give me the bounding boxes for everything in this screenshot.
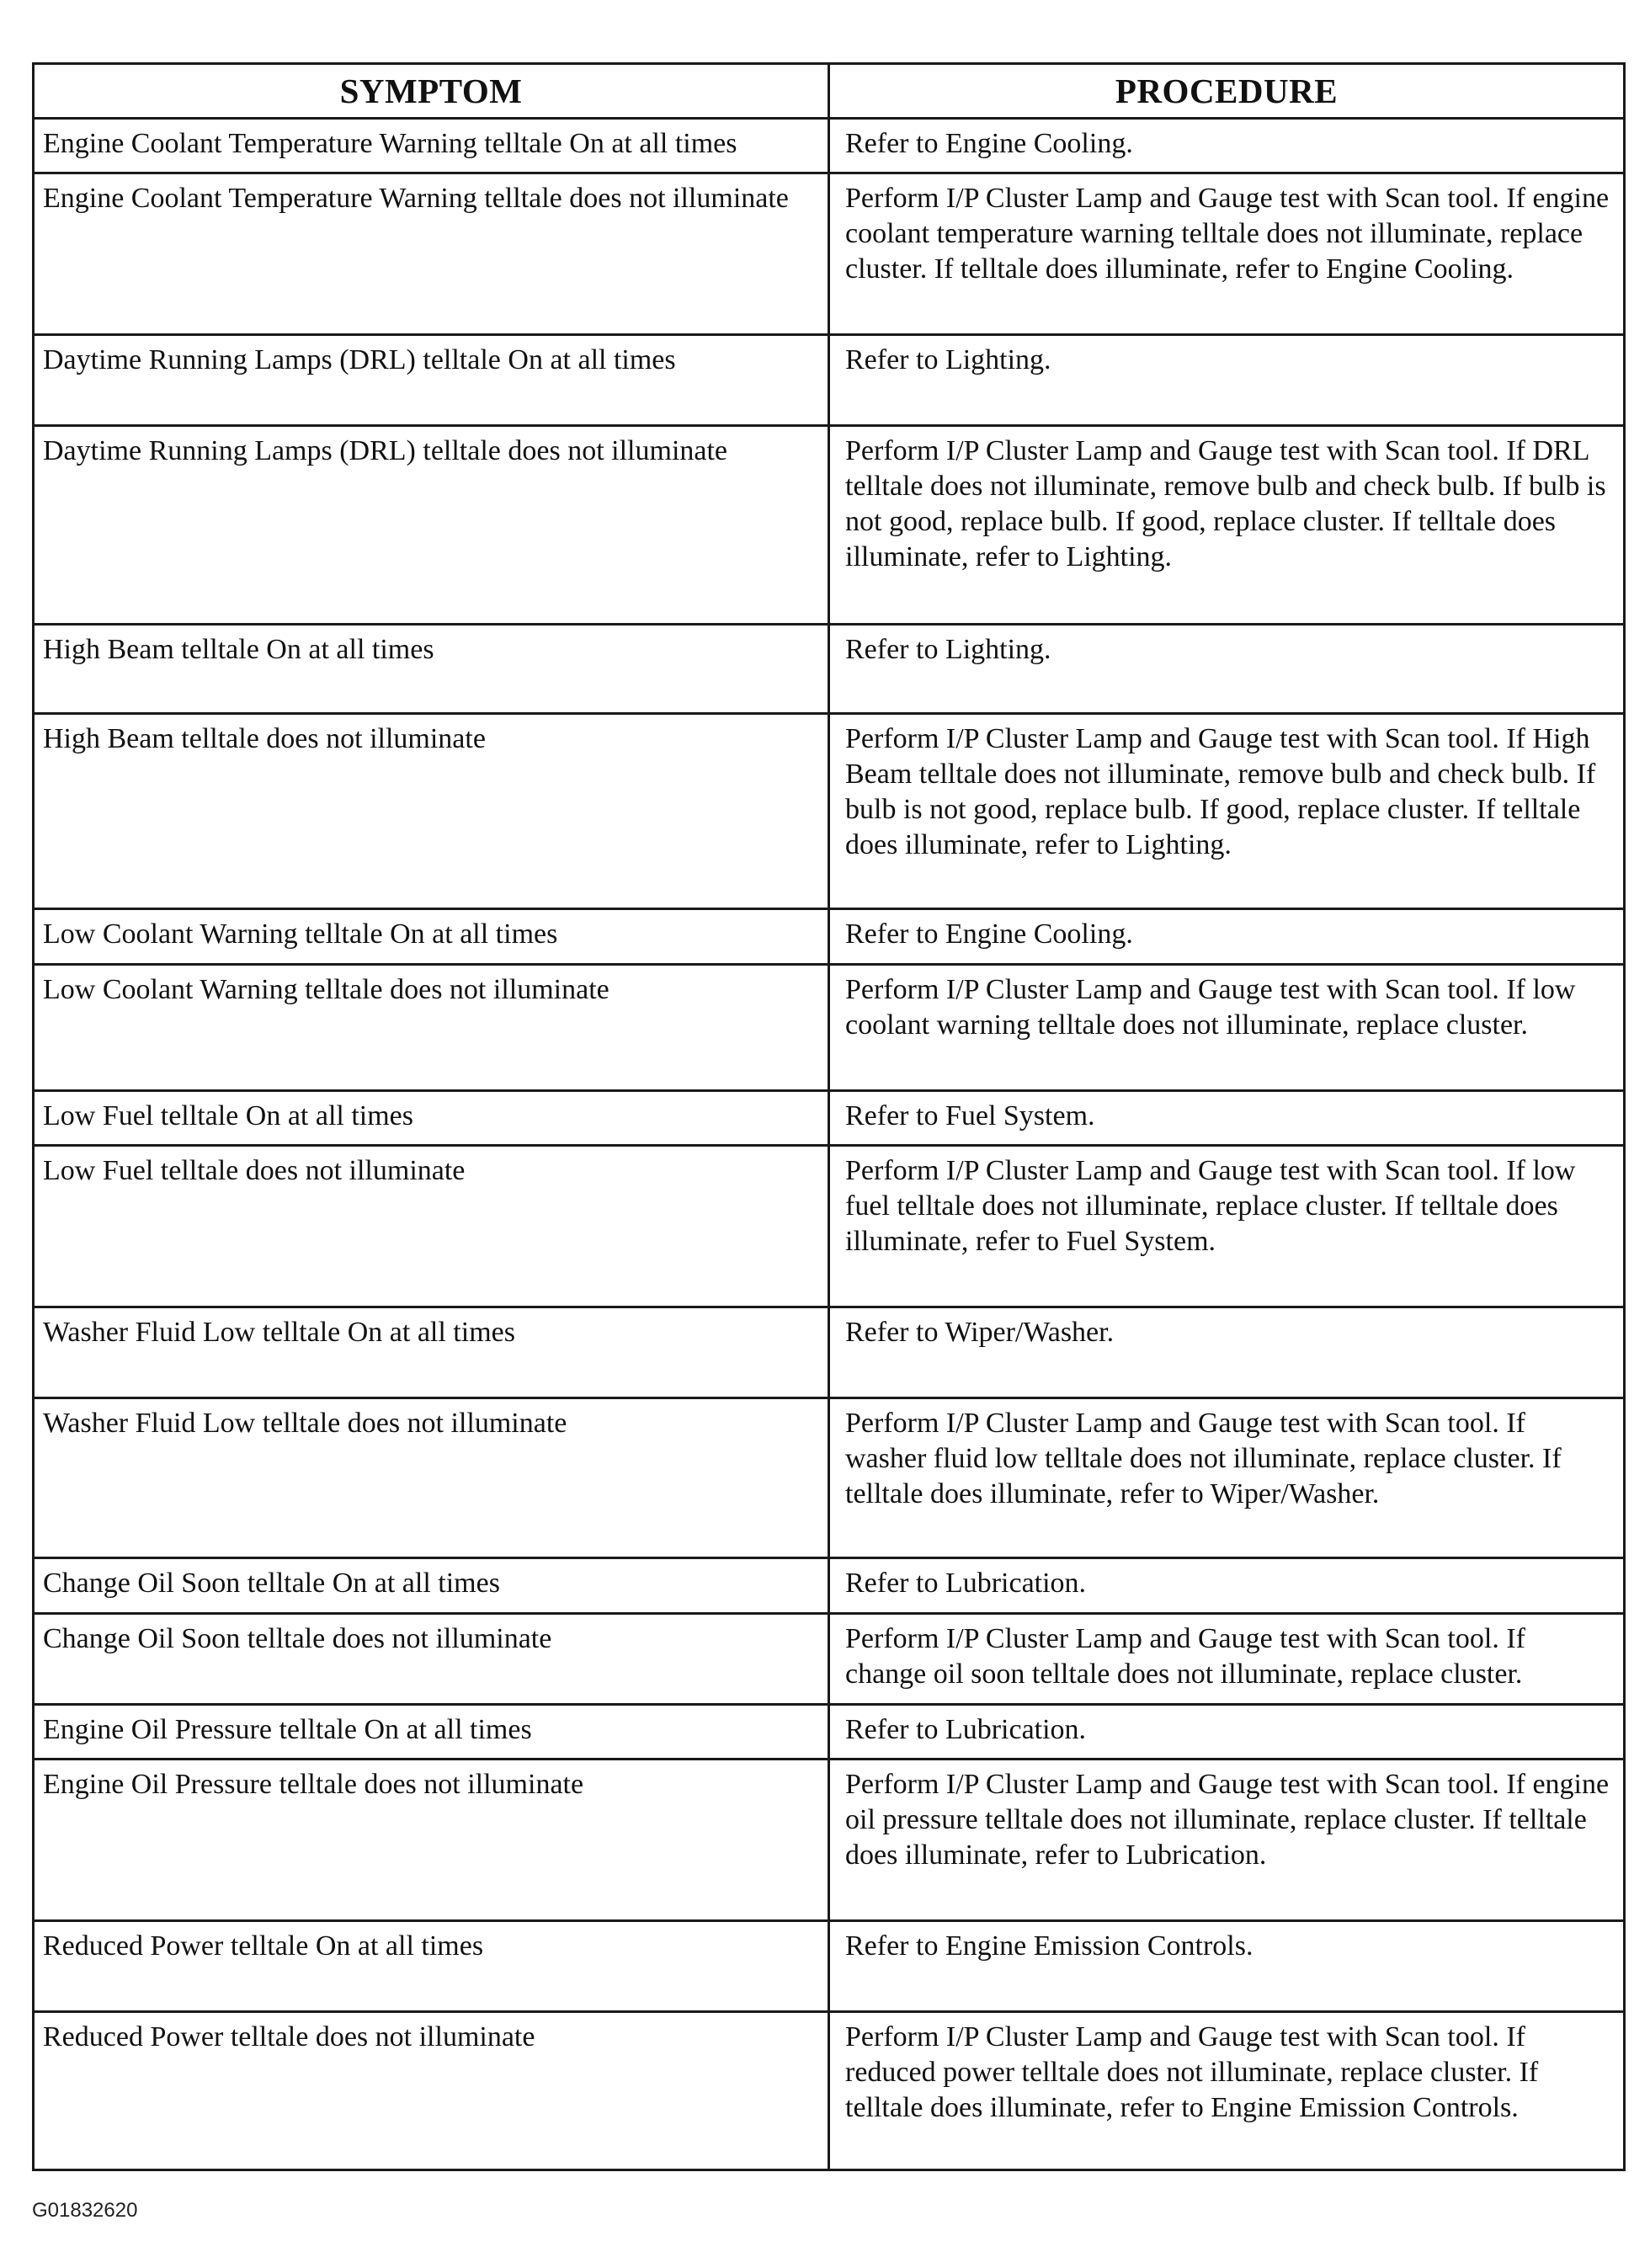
symptom-cell: Washer Fluid Low telltale On at all times (34, 1307, 829, 1398)
procedure-cell: Perform I/P Cluster Lamp and Gauge test with Scan tool. If washer fluid low telltale does not illuminate, replace cluster. If telltale does illuminate, refer to Wiper/Washer. (829, 1398, 1625, 1558)
symptom-cell: Low Fuel telltale does not illuminate (34, 1146, 829, 1307)
symptom-cell: High Beam telltale does not illuminate (34, 714, 829, 909)
table-row (34, 1760, 1625, 1921)
symptom-cell: Engine Coolant Temperature Warning telltale does not illuminate (34, 173, 829, 335)
table-row (34, 1705, 1625, 1760)
table-row (34, 1307, 1625, 1398)
procedure-cell: Perform I/P Cluster Lamp and Gauge test with Scan tool. If DRL telltale does not illuminate, remove bulb and check bulb. If bulb is not good, replace bulb. If good, replace cluster. If telltale does illuminate, refer to Lighting. (829, 426, 1625, 625)
table-row (34, 625, 1625, 714)
procedure-cell: Refer to Lighting. (829, 335, 1625, 426)
table-row (34, 1091, 1625, 1146)
table-row (34, 965, 1625, 1091)
procedure-cell: Perform I/P Cluster Lamp and Gauge test with Scan tool. If reduced power telltale does not illuminate, replace cluster. If telltale does illuminate, refer to Engine Emission Controls. (829, 2012, 1625, 2170)
procedure-cell: Refer to Engine Cooling. (829, 909, 1625, 965)
procedure-cell: Perform I/P Cluster Lamp and Gauge test with Scan tool. If engine oil pressure telltale does not illuminate, replace cluster. If telltale does illuminate, refer to Lubrication. (829, 1760, 1625, 1921)
symptom-cell: Low Fuel telltale On at all times (34, 1091, 829, 1146)
symptom-cell: Low Coolant Warning telltale does not illuminate (34, 965, 829, 1091)
table-row (34, 909, 1625, 965)
procedure-cell: Refer to Engine Cooling. (829, 119, 1625, 173)
procedure-cell: Perform I/P Cluster Lamp and Gauge test with Scan tool. If engine coolant temperature warning telltale does not illuminate, replace cluster. If telltale does illuminate, refer to Engine Cooling. (829, 173, 1625, 335)
procedure-cell: Refer to Wiper/Washer. (829, 1307, 1625, 1398)
table-row (34, 2012, 1625, 2170)
header-procedure: PROCEDURE (829, 64, 1625, 119)
table-row (34, 335, 1625, 426)
table-row (34, 1398, 1625, 1558)
procedure-cell: Refer to Lighting. (829, 625, 1625, 714)
procedure-cell: Perform I/P Cluster Lamp and Gauge test with Scan tool. If change oil soon telltale does not illuminate, replace cluster. (829, 1614, 1625, 1705)
symptom-cell: Daytime Running Lamps (DRL) telltale does not illuminate (34, 426, 829, 625)
table-row (34, 119, 1625, 173)
table-row (34, 1146, 1625, 1307)
table-row (34, 1921, 1625, 2012)
table-header-row (34, 64, 1625, 119)
table-row (34, 426, 1625, 625)
symptom-cell: Reduced Power telltale On at all times (34, 1921, 829, 2012)
symptom-cell: Reduced Power telltale does not illuminate (34, 2012, 829, 2170)
table-row (34, 1614, 1625, 1705)
procedure-cell: Perform I/P Cluster Lamp and Gauge test with Scan tool. If High Beam telltale does not illuminate, remove bulb and check bulb. If bulb is not good, replace bulb. If good, replace cluster. If telltale does illuminate, refer to Lighting. (829, 714, 1625, 909)
diagnostic-table-container (32, 62, 1623, 2171)
table-row (34, 714, 1625, 909)
symptom-cell: Washer Fluid Low telltale does not illuminate (34, 1398, 829, 1558)
procedure-cell: Perform I/P Cluster Lamp and Gauge test with Scan tool. If low fuel telltale does not illuminate, replace cluster. If telltale does illuminate, refer to Fuel System. (829, 1146, 1625, 1307)
symptom-procedure-table (32, 62, 1626, 2171)
symptom-cell: Daytime Running Lamps (DRL) telltale On at all times (34, 335, 829, 426)
header-symptom: SYMPTOM (34, 64, 829, 119)
procedure-cell: Refer to Lubrication. (829, 1705, 1625, 1760)
procedure-cell: Perform I/P Cluster Lamp and Gauge test with Scan tool. If low coolant warning telltale does not illuminate, replace cluster. (829, 965, 1625, 1091)
table-row (34, 173, 1625, 335)
symptom-cell: High Beam telltale On at all times (34, 625, 829, 714)
procedure-cell: Refer to Engine Emission Controls. (829, 1921, 1625, 2012)
symptom-cell: Engine Coolant Temperature Warning telltale On at all times (34, 119, 829, 173)
figure-code: G01832620 (32, 2199, 138, 2222)
table-row (34, 1558, 1625, 1614)
symptom-cell: Change Oil Soon telltale On at all times (34, 1558, 829, 1614)
procedure-cell: Refer to Fuel System. (829, 1091, 1625, 1146)
symptom-cell: Engine Oil Pressure telltale does not illuminate (34, 1760, 829, 1921)
symptom-cell: Low Coolant Warning telltale On at all times (34, 909, 829, 965)
symptom-cell: Change Oil Soon telltale does not illuminate (34, 1614, 829, 1705)
symptom-cell: Engine Oil Pressure telltale On at all times (34, 1705, 829, 1760)
procedure-cell: Refer to Lubrication. (829, 1558, 1625, 1614)
